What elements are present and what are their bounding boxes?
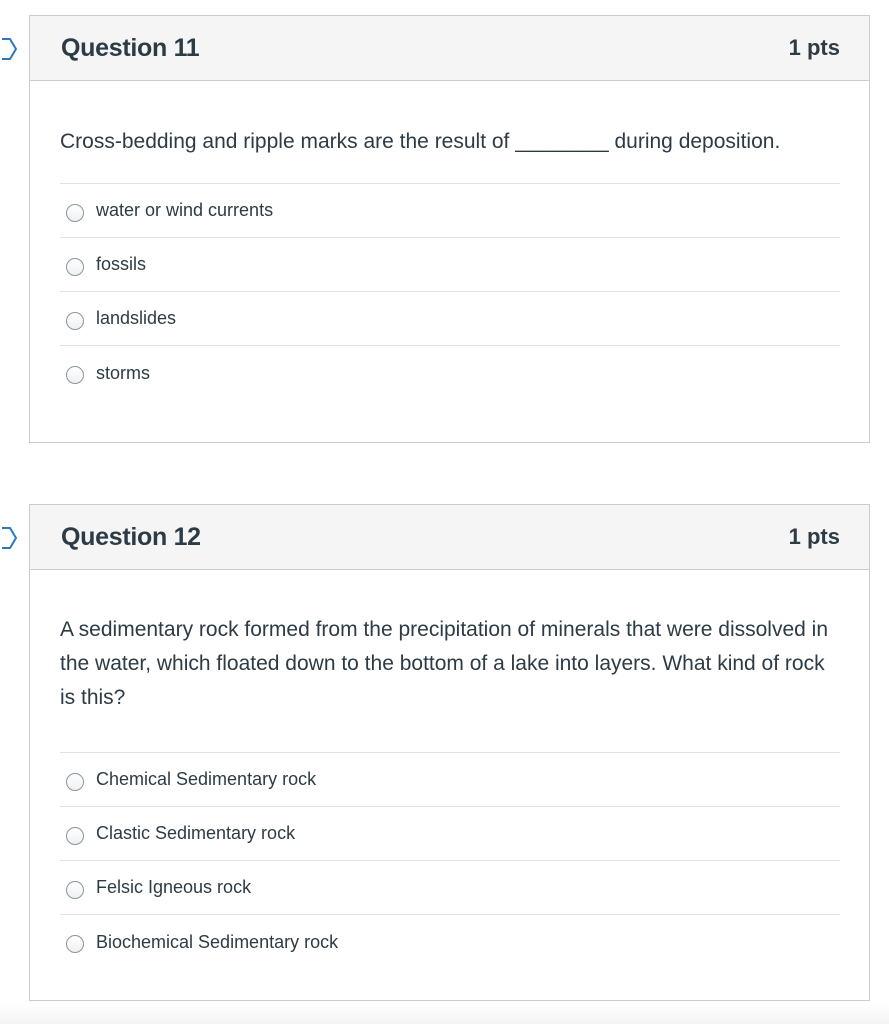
answer-option[interactable] — [60, 292, 840, 346]
answer-label[interactable]: Biochemical Sedimentary rock — [96, 931, 339, 952]
question-title: Question 12 — [61, 522, 201, 551]
answer-option[interactable] — [60, 346, 840, 400]
answer-option[interactable] — [60, 807, 840, 861]
radio-button-icon[interactable] — [66, 881, 84, 899]
question-points: 1 pts — [788, 35, 840, 60]
flag-question-icon[interactable] — [1, 38, 17, 60]
radio-button-icon[interactable] — [66, 204, 84, 222]
answer-label[interactable]: water or wind currents — [96, 200, 274, 220]
answer-option[interactable] — [60, 238, 840, 292]
answer-option[interactable] — [60, 915, 840, 969]
answer-label[interactable]: fossils — [96, 254, 147, 274]
question-points: 1 pts — [788, 524, 840, 549]
answer-list — [60, 183, 840, 400]
answer-label[interactable]: Clastic Sedimentary rock — [96, 823, 296, 843]
flag-question-icon[interactable] — [1, 527, 17, 549]
answer-label[interactable]: Chemical Sedimentary rock — [96, 769, 317, 789]
answer-option[interactable] — [60, 184, 840, 238]
answer-option[interactable] — [60, 753, 840, 807]
radio-button-icon[interactable] — [66, 935, 84, 953]
answer-list — [60, 752, 840, 969]
question-header — [30, 505, 869, 570]
radio-button-icon[interactable] — [66, 258, 84, 276]
question-body — [30, 81, 869, 400]
question-text: Cross-bedding and ripple marks are the result of ________ during deposition. — [60, 130, 781, 153]
question-card-12 — [29, 504, 870, 1001]
radio-button-icon[interactable] — [66, 773, 84, 791]
answer-label[interactable]: Felsic Igneous rock — [96, 877, 252, 897]
radio-button-icon[interactable] — [66, 366, 84, 384]
question-title: Question 11 — [61, 33, 200, 62]
question-text: A sedimentary rock formed from the precipitation of minerals that were dissolved in the water, which floated down to the bottom of a lake into layers. What kind of rock is this? — [60, 618, 829, 709]
answer-label[interactable]: landslides — [96, 308, 177, 328]
page-bottom-fade — [0, 1004, 889, 1024]
radio-button-icon[interactable] — [66, 827, 84, 845]
answer-option[interactable] — [60, 861, 840, 915]
question-header — [30, 16, 869, 81]
question-card-11 — [29, 15, 870, 443]
question-body — [30, 570, 869, 969]
answer-label[interactable]: storms — [96, 362, 150, 383]
radio-button-icon[interactable] — [66, 312, 84, 330]
